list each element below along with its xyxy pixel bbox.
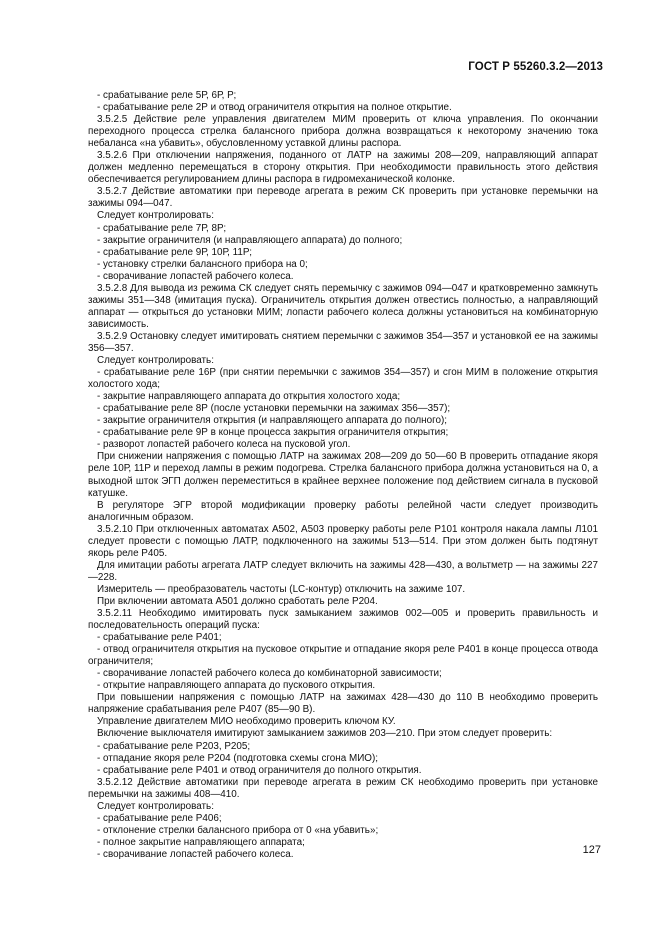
list-item: - отвод ограничителя открытия на пусковое открытие и отпадание якоря реле Р401 в конце процесса отвода ограничителя;	[88, 644, 598, 668]
list-item: - сворачивание лопастей рабочего колеса.	[97, 270, 294, 282]
paragraph: Следует контролировать:	[97, 210, 214, 222]
list-item: - установку стрелки балансного прибора на 0;	[97, 258, 308, 270]
paragraph: Включение выключателя имитируют замыканием зажимов 203—210. При этом следует проверить:	[97, 728, 553, 740]
paragraph: Управление двигателем МИО необходимо проверить ключом КУ.	[97, 716, 396, 728]
document-body	[88, 90, 598, 861]
paragraph: При включении автомата А501 должно сработать реле Р204.	[97, 595, 378, 607]
paragraph: Для имитации работы агрегата ЛАТР следует включить на зажимы 428—430, а вольтметр — на зажимы 227—228.	[88, 559, 598, 583]
list-item: - срабатывание реле 9Р, 10Р, 11Р;	[97, 246, 253, 258]
list-item: - закрытие ограничителя (и направляющего аппарата) до полного;	[97, 234, 403, 246]
clause-3-5-2-6: 3.5.2.6 При отключении напряжения, поданного от ЛАТР на зажимы 208—209, направляющий аппарат должен медленно перемещаться в сторону открытия. При необходимости правильность этого действия обеспечивается регулированием длины распора в гидромеханической колонке.	[88, 150, 598, 186]
clause-3-5-2-12: 3.5.2.12 Действие автоматики при переводе агрегата в режим СК необходимо проверить при установке перемычки на зажимы 408—410.	[88, 776, 598, 800]
list-item: - разворот лопастей рабочего колеса на пусковой угол.	[97, 439, 351, 451]
clause-3-5-2-11: 3.5.2.11 Необходимо имитировать пуск замыканием зажимов 002—005 и проверить правильность и последовательность операций пуска:	[88, 608, 598, 632]
list-item: - закрытие ограничителя открытия (и направляющего аппарата до полного);	[97, 415, 448, 427]
list-item: - отпадание якоря реле Р204 (подготовка схемы сгона МИО);	[97, 752, 379, 764]
standard-header: ГОСТ Р 55260.3.2—2013	[468, 61, 603, 73]
list-item: - срабатывание реле 5Р, 6Р, Р;	[97, 90, 237, 101]
paragraph: При повышении напряжения с помощью ЛАТР на зажимах 428—430 до 110 В необходимо проверить напряжение срабатывания реле Р407 (85—90 В).	[88, 692, 598, 716]
clause-3-5-2-5: 3.5.2.5 Действие реле управления двигателем МИМ проверить от ключа управления. По окончании переходного процесса стрелка балансного прибора должна возвращаться к некоторому значению тока небаланса «на убавить», обусловленному уставкой длины распора.	[88, 114, 598, 150]
list-item: - срабатывание реле 9Р в конце процесса закрытия ограничителя открытия;	[97, 427, 449, 439]
paragraph: При снижении напряжения с помощью ЛАТР на зажимах 208—209 до 50—60 В проверить отпадание якоря реле 10Р, 11Р и переход лампы в режим подогрева. Стрелка балансного прибора должна установиться на 0, а выходной шток ЭГП должен переместиться в крайнее верхнее положение под действием сигнала в пусковой катушке.	[88, 451, 598, 499]
list-item: - сворачивание лопастей рабочего колеса до комбинаторной зависимости;	[97, 668, 442, 680]
list-item: - срабатывание реле Р406;	[97, 812, 222, 824]
paragraph: В регуляторе ЭГР второй модификации проверку работы релейной части следует производить аналогичным образом.	[88, 499, 598, 523]
list-item: - срабатывание реле Р203, Р205;	[97, 740, 251, 752]
list-item: - срабатывание реле 8Р (после установки перемычки на зажимах 356—357);	[97, 403, 451, 415]
list-item: - срабатывание реле 7Р, 8Р;	[97, 222, 227, 234]
list-item: - сворачивание лопастей рабочего колеса.	[97, 848, 294, 860]
paragraph: Следует контролировать:	[97, 800, 214, 812]
clause-3-5-2-9: 3.5.2.9 Остановку следует имитировать снятием перемычки с зажимов 354—357 и установкой ее на зажимы 356—357.	[88, 330, 598, 354]
paragraph: Следует контролировать:	[97, 355, 214, 367]
page-number: 127	[582, 844, 601, 856]
list-item: - полное закрытие направляющего аппарата;	[97, 836, 305, 848]
list-item: - срабатывание реле 16Р (при снятии перемычки с зажимов 354—357) и сгон МИМ в положение открытия холостого хода;	[88, 367, 598, 391]
list-item: - открытие направляющего аппарата до пускового открытия.	[97, 680, 376, 692]
clause-3-5-2-7: 3.5.2.7 Действие автоматики при переводе агрегата в режим СК проверить при установке перемычки на зажимы 094—047.	[88, 186, 598, 210]
clause-3-5-2-8: 3.5.2.8 Для вывода из режима СК следует снять перемычку с зажимов 094—047 и кратковременно замкнуть зажимы 351—348 (имитация пуска). Ограничитель открытия должен отвестись полностью, а направляющий аппарат — открыться до установки МИМ; лопасти рабочего колеса должны установиться на комбинаторную зависимость.	[88, 282, 598, 330]
list-item: - отклонение стрелки балансного прибора от 0 «на убавить»;	[97, 824, 379, 836]
list-item: - срабатывание реле 2Р и отвод ограничителя открытия на полное открытие.	[97, 102, 452, 114]
list-item: - срабатывание реле Р401 и отвод ограничителя до полного открытия.	[97, 764, 422, 776]
clause-3-5-2-10: 3.5.2.10 При отключенных автоматах А502, А503 проверку работы реле Р101 контроля накала лампы Л101 следует провести с помощью ЛАТР, подключенного на зажимы 513—514. При этом должен быть подтянут якорь реле Р405.	[88, 523, 598, 559]
list-item: - срабатывание реле Р401;	[97, 632, 222, 644]
paragraph: Измеритель — преобразователь частоты (LC-контур) отключить на зажиме 107.	[97, 583, 466, 595]
list-item: - закрытие направляющего аппарата до открытия холостого хода;	[97, 391, 401, 403]
